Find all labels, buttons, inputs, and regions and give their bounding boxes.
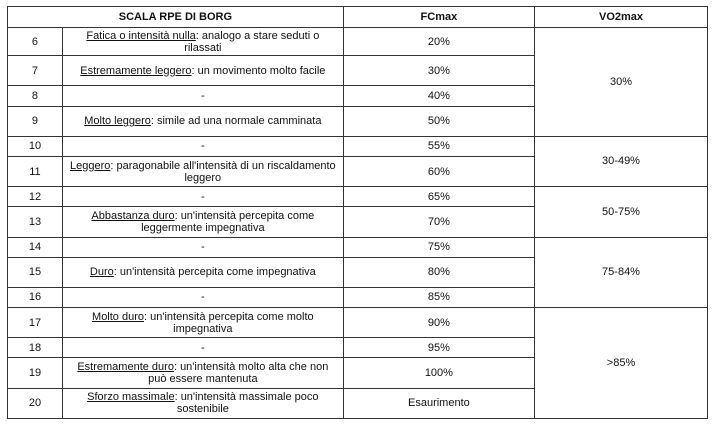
vo2max-value: 30-49% xyxy=(535,136,708,186)
rpe-value: 18 xyxy=(8,338,63,358)
vo2max-value: 30% xyxy=(535,28,708,137)
rpe-explanation: - xyxy=(201,241,205,254)
table-row xyxy=(8,28,708,56)
rpe-value: 19 xyxy=(8,358,63,388)
rpe-value: 7 xyxy=(8,56,63,86)
rpe-explanation: - xyxy=(201,190,205,203)
rpe-description xyxy=(62,358,343,388)
fcmax-value: 20% xyxy=(343,28,534,56)
rpe-description xyxy=(62,56,343,86)
rpe-value: 13 xyxy=(8,207,63,237)
borg-rpe-table xyxy=(7,6,708,419)
fcmax-value: 65% xyxy=(343,187,534,207)
header-fcmax: FCmax xyxy=(343,7,534,28)
vo2max-value: 50-75% xyxy=(535,187,708,237)
rpe-explanation: : un'intensità percepita come impegnativa xyxy=(113,266,316,279)
rpe-value: 10 xyxy=(8,136,63,156)
header-scala-rpe: SCALA RPE DI BORG xyxy=(8,7,344,28)
rpe-description xyxy=(62,257,343,287)
header-row xyxy=(8,7,708,28)
rpe-description xyxy=(62,287,343,307)
rpe-explanation: - xyxy=(201,140,205,153)
rpe-description xyxy=(62,388,343,418)
rpe-term: Duro xyxy=(89,266,114,279)
rpe-explanation: : un'intensità percepita come leggermente impegnativa xyxy=(141,209,315,234)
fcmax-value: 40% xyxy=(343,86,534,106)
rpe-value: 6 xyxy=(8,28,63,56)
rpe-value: 8 xyxy=(8,86,63,106)
rpe-value: 12 xyxy=(8,187,63,207)
rpe-term: Sforzo massimale xyxy=(87,391,175,404)
rpe-term: Abbastanza duro xyxy=(91,209,175,222)
fcmax-value: 75% xyxy=(343,237,534,257)
rpe-explanation: : paragonabile all'intensità di un riscaldamento leggero xyxy=(110,159,336,184)
rpe-term: Molto duro xyxy=(92,310,145,323)
table-row xyxy=(8,308,708,338)
rpe-description xyxy=(62,86,343,106)
rpe-description xyxy=(62,237,343,257)
vo2max-value: >85% xyxy=(535,308,708,419)
fcmax-value: 50% xyxy=(343,106,534,136)
rpe-description xyxy=(62,338,343,358)
fcmax-value: 55% xyxy=(343,136,534,156)
rpe-explanation: : analogo a stare seduti o rilassati xyxy=(184,29,320,54)
rpe-description xyxy=(62,187,343,207)
fcmax-value: 30% xyxy=(343,56,534,86)
rpe-explanation: - xyxy=(201,89,205,102)
rpe-value: 17 xyxy=(8,308,63,338)
rpe-value: 20 xyxy=(8,388,63,418)
rpe-term: Leggero xyxy=(70,159,111,172)
rpe-description xyxy=(62,106,343,136)
rpe-explanation: : un'intensità molto alta che non può essere mantenuta xyxy=(148,360,329,385)
rpe-value: 11 xyxy=(8,156,63,186)
rpe-term: Fatica o intensità nulla xyxy=(86,29,196,42)
rpe-explanation: - xyxy=(201,341,205,354)
rpe-value: 16 xyxy=(8,287,63,307)
vo2max-value: 75-84% xyxy=(535,237,708,308)
fcmax-value: 60% xyxy=(343,156,534,186)
rpe-explanation: : un'intensità percepita come molto impegnativa xyxy=(144,310,314,335)
header-vo2max: VO2max xyxy=(535,7,708,28)
table-row xyxy=(8,136,708,156)
rpe-description xyxy=(62,308,343,338)
rpe-description xyxy=(62,207,343,237)
fcmax-value: 90% xyxy=(343,308,534,338)
rpe-value: 14 xyxy=(8,237,63,257)
fcmax-value: 85% xyxy=(343,287,534,307)
rpe-term: Estremamente leggero xyxy=(80,64,192,77)
table-row xyxy=(8,187,708,207)
rpe-explanation: : un movimento molto facile xyxy=(191,64,326,77)
fcmax-value: 70% xyxy=(343,207,534,237)
fcmax-value: 80% xyxy=(343,257,534,287)
rpe-value: 15 xyxy=(8,257,63,287)
fcmax-value: 95% xyxy=(343,338,534,358)
rpe-explanation: : simile ad una normale camminata xyxy=(150,115,322,128)
rpe-description xyxy=(62,156,343,186)
rpe-description xyxy=(62,28,343,56)
fcmax-value: 100% xyxy=(343,358,534,388)
rpe-explanation: : un'intensità massimale poco sostenibile xyxy=(174,391,319,416)
rpe-term: Estremamente duro xyxy=(77,360,174,373)
fcmax-value: Esaurimento xyxy=(343,388,534,418)
rpe-value: 9 xyxy=(8,106,63,136)
table-row xyxy=(8,237,708,257)
rpe-explanation: - xyxy=(201,291,205,304)
rpe-term: Molto leggero xyxy=(84,115,151,128)
rpe-description xyxy=(62,136,343,156)
